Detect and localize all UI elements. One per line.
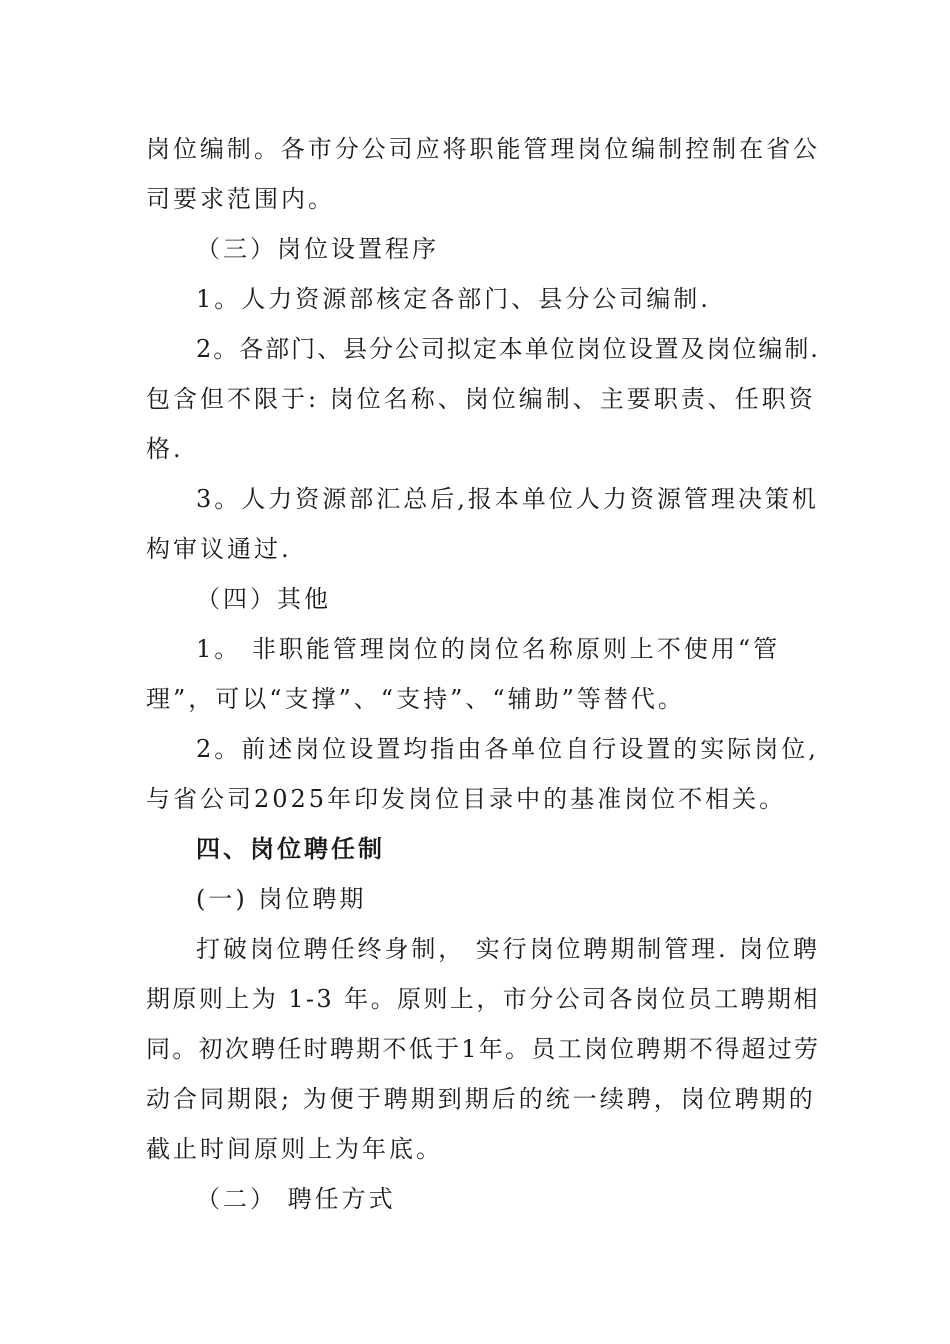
section-heading: (一) 岗位聘期 — [196, 885, 367, 913]
section-heading: （二） 聘任方式 — [196, 1185, 396, 1213]
section-heading: （三）岗位设置程序 — [196, 235, 439, 263]
paragraph-line: 司要求范围内。 — [146, 185, 335, 213]
chapter-heading: 四、岗位聘任制 — [196, 834, 385, 863]
paragraph-line: 包含但不限于: 岗位名称、岗位编制、主要职责、任职资 — [146, 385, 816, 413]
list-item: 2。前述岗位设置均指由各单位自行设置的实际岗位, — [196, 735, 819, 763]
paragraph-line: 期原则上为 1-3 年。原则上，市分公司各岗位员工聘期相 — [146, 985, 820, 1013]
paragraph-line: 截止时间原则上为年底。 — [146, 1135, 443, 1163]
paragraph-line: 同。初次聘任时聘期不低于1年。员工岗位聘期不得超过劳 — [146, 1035, 821, 1063]
paragraph-line: 理”，可以“支撑”、“支持”、“辅助”等替代。 — [146, 685, 685, 713]
paragraph-line: 打破岗位聘任终身制， 实行岗位聘期制管理. 岗位聘 — [196, 935, 820, 963]
list-item: 3。人力资源部汇总后,报本单位人力资源管理决策机 — [196, 485, 819, 513]
paragraph-line: 与省公司2025年印发岗位目录中的基准岗位不相关。 — [146, 785, 787, 813]
paragraph-line: 岗位编制。各市分公司应将职能管理岗位编制控制在省公 — [146, 135, 820, 163]
section-heading: （四）其他 — [196, 585, 331, 613]
list-item: 1。 非职能管理岗位的岗位名称原则上不使用“管 — [196, 635, 781, 663]
paragraph-line: 动合同期限; 为便于聘期到期后的统一续聘，岗位聘期的 — [146, 1085, 816, 1113]
paragraph-line: 格. — [146, 435, 184, 463]
list-item: 2。各部门、县分公司拟定本单位岗位设置及岗位编制. — [196, 335, 820, 363]
paragraph-line: 构审议通过. — [146, 535, 292, 563]
list-item: 1。人力资源部核定各部门、县分公司编制. — [196, 285, 711, 313]
